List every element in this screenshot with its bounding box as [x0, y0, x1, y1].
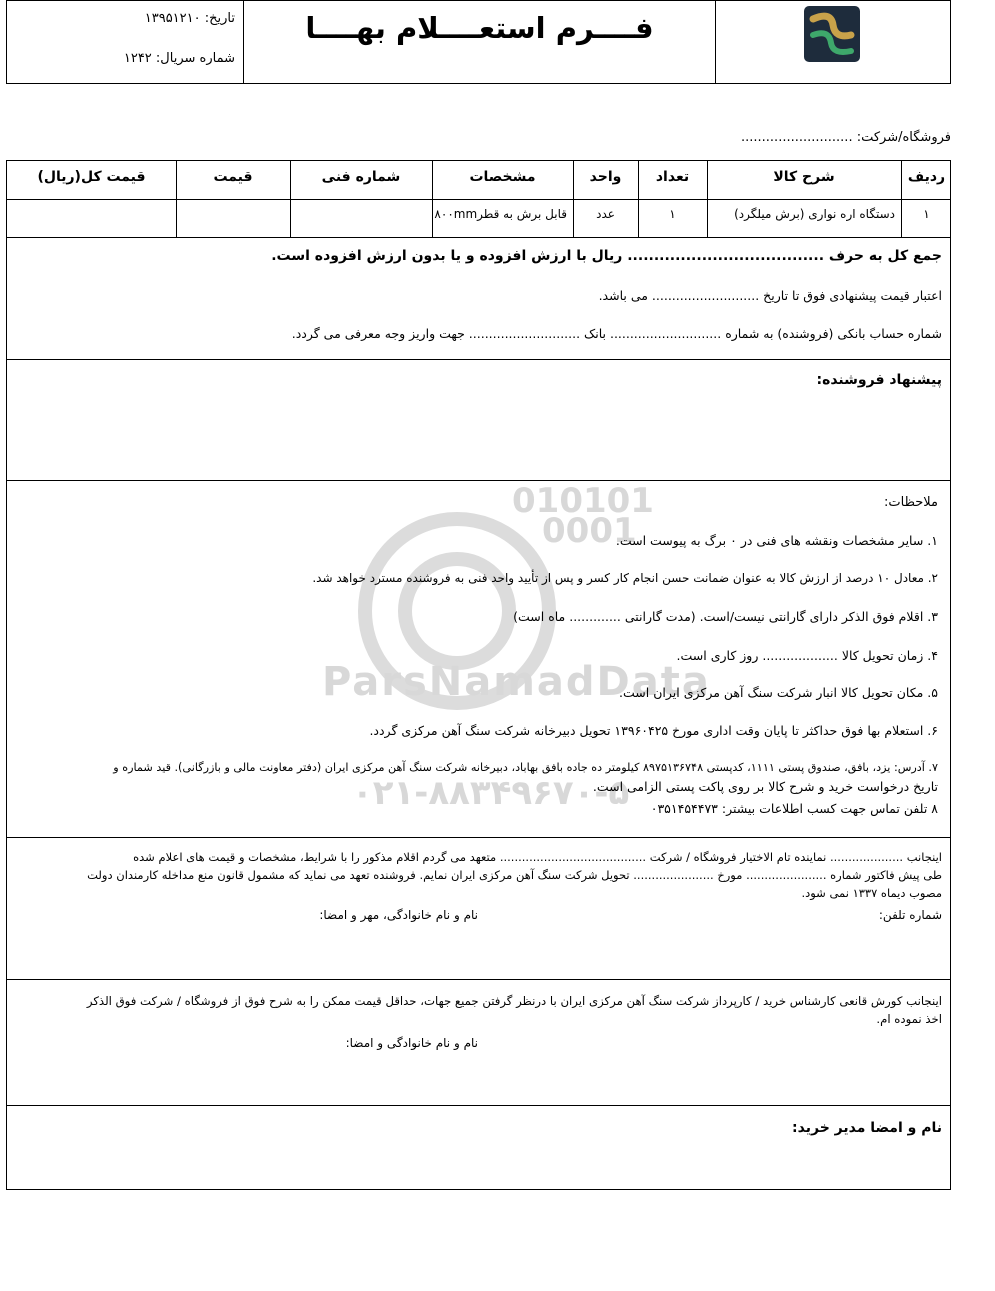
form-title: فــــرم استعــــلام بهــــا: [305, 11, 654, 45]
notes-title: ملاحظات:: [884, 495, 938, 510]
manager-label: نام و امضا مدیر خرید:: [792, 1120, 942, 1136]
company-logo: [803, 5, 861, 63]
cell-row-no: ۱: [923, 207, 930, 221]
undertaking-section: [6, 837, 951, 980]
undertaking-line-3: مصوب دیماه ۱۳۳۷ نمی شود.: [801, 886, 942, 900]
header-total-price: قیمت کل(ریال): [37, 169, 146, 185]
watermark-brand: ParsNamadData: [322, 659, 711, 705]
seller-offer-label: پیشنهاد فروشنده:: [816, 372, 942, 388]
sum-words: جمع کل به حرف ..................................... ریال با ارزش افزوده و یا بدون ارزش افزوده است.: [271, 248, 942, 264]
cell-unit: عدد: [596, 207, 615, 221]
expert-line-1: اینجانب کورش قانعی کارشناس خرید / کارپرداز شرکت سنگ آهن مرکزی ایران با درنظر گرفتن جمیع جهات، حداقل قیمت ممکن را به شرح فوق از فروشگاه / شرکت فوق الذکر: [86, 994, 942, 1008]
cell-specs: قابل برش به قطر۸۰۰mm: [434, 207, 567, 221]
header-specs: مشخصات: [469, 169, 536, 185]
note-item: ۷. آدرس: یزد، بافق، صندوق پستی ۱۱۱۱، کدپستی ۸۹۷۵۱۳۶۷۴۸ کیلومتر ده جاده بافق بهاباد، دبیرخانه شرکت سنگ آهن مرکزی ایران (دفتر معاونت مالی و بازرگانی). قید شماره و: [113, 761, 938, 774]
note-item: تاریخ درخواست خرید و شرح کالا بر روی پاکت پستی الزامی است.: [592, 779, 938, 794]
watermark-digits-2: 0001: [542, 511, 637, 551]
date-text: تاریخ: ۱۳۹۵۱۲۱۰: [144, 11, 235, 26]
undertaking-line-1: اینجانب .................... نماینده تام الاختیار فروشگاه / شرکت ........................................ متعهد می گردم اقلام مذکور را با شرایط، مشخصات و قیمت های اعلام شده: [133, 850, 942, 864]
manager-section: [6, 1105, 951, 1190]
note-item: ۵. مکان تحویل کالا انبار شرکت سنگ آهن مرکزی ایران است.: [619, 685, 938, 700]
serial-text: شماره سریال: ۱۲۴۲: [123, 51, 235, 66]
expert-line-2: اخذ نموده ام.: [876, 1012, 942, 1026]
note-item: ۶. استعلام بها فوق حداکثر تا پایان وقت اداری مورخ ۱۳۹۶۰۴۲۵ تحویل دبیرخانه شرکت سنگ آهن مرکزی گردد.: [369, 723, 938, 738]
note-item: ۲. معادل ۱۰ درصد از ارزش کالا به عنوان ضمانت حسن انجام کار کسر و پس از تأیید واحد فنی به فروشنده مسترد خواهد شد.: [312, 571, 938, 585]
expert-sign-label: نام و نام خانوادگی و امضا:: [345, 1036, 478, 1050]
notes-section: [6, 480, 951, 838]
header-description: شرح کالا: [773, 169, 835, 185]
seller-sign-label: نام و نام خانوادگی، مهر و امضا:: [319, 908, 478, 922]
seller-offer-section: [6, 359, 951, 481]
header-row-no: ردیف: [907, 169, 946, 185]
note-item: ۴. زمان تحویل کالا ................... روز کاری است.: [676, 648, 938, 663]
header-quantity: تعداد: [655, 169, 690, 185]
cell-quantity: ۱: [669, 207, 676, 221]
cell-description: دستگاه اره نواری (برش میلگرد): [734, 207, 895, 221]
validity-text: اعتبار قیمت پیشنهادی فوق تا تاریخ ........................... می باشد.: [598, 288, 942, 303]
phone-label: شماره تلفن:: [878, 908, 942, 922]
header-unit: واحد: [589, 169, 622, 185]
totals-section: [6, 237, 951, 360]
items-table: [6, 160, 951, 238]
note-item: ۱. سایر مشخصات ونقشه های فنی در ۰ برگ به پیوست است.: [615, 533, 938, 548]
expert-section: [6, 979, 951, 1106]
watermark-phone: ۰۲۱-۸۸۳۴۹۶۷۰-۵: [352, 773, 630, 813]
note-item: ۸ تلفن تماس جهت کسب اطلاعات بیشتر: ۰۳۵۱۴۵۴۴۷۳: [650, 801, 938, 816]
shop-label: فروشگاه/شرکت: ...........................: [741, 130, 951, 145]
header-tech-no: شماره فنی: [321, 169, 401, 185]
bank-account-text: شماره حساب بانکی (فروشنده) به شماره ............................ بانک ............................ جهت واریز وجه معرفی می گردد.: [291, 326, 942, 341]
watermark-digits-1: 010101: [512, 481, 654, 521]
header-price: قیمت: [213, 169, 253, 185]
note-item: ۳. اقلام فوق الذکر دارای گارانتی نیست/است. (مدت گارانتی ............. ماه است): [513, 609, 938, 624]
header-box: [6, 0, 951, 84]
undertaking-line-2: طی پیش فاکتور شماره ...................... مورخ ...................... تحویل شرکت سنگ آهن مرکزی ایران نمایم. فروشنده تعهد می نماید که مشمول قانون منع مداخله کارمندان دولت: [87, 868, 942, 882]
